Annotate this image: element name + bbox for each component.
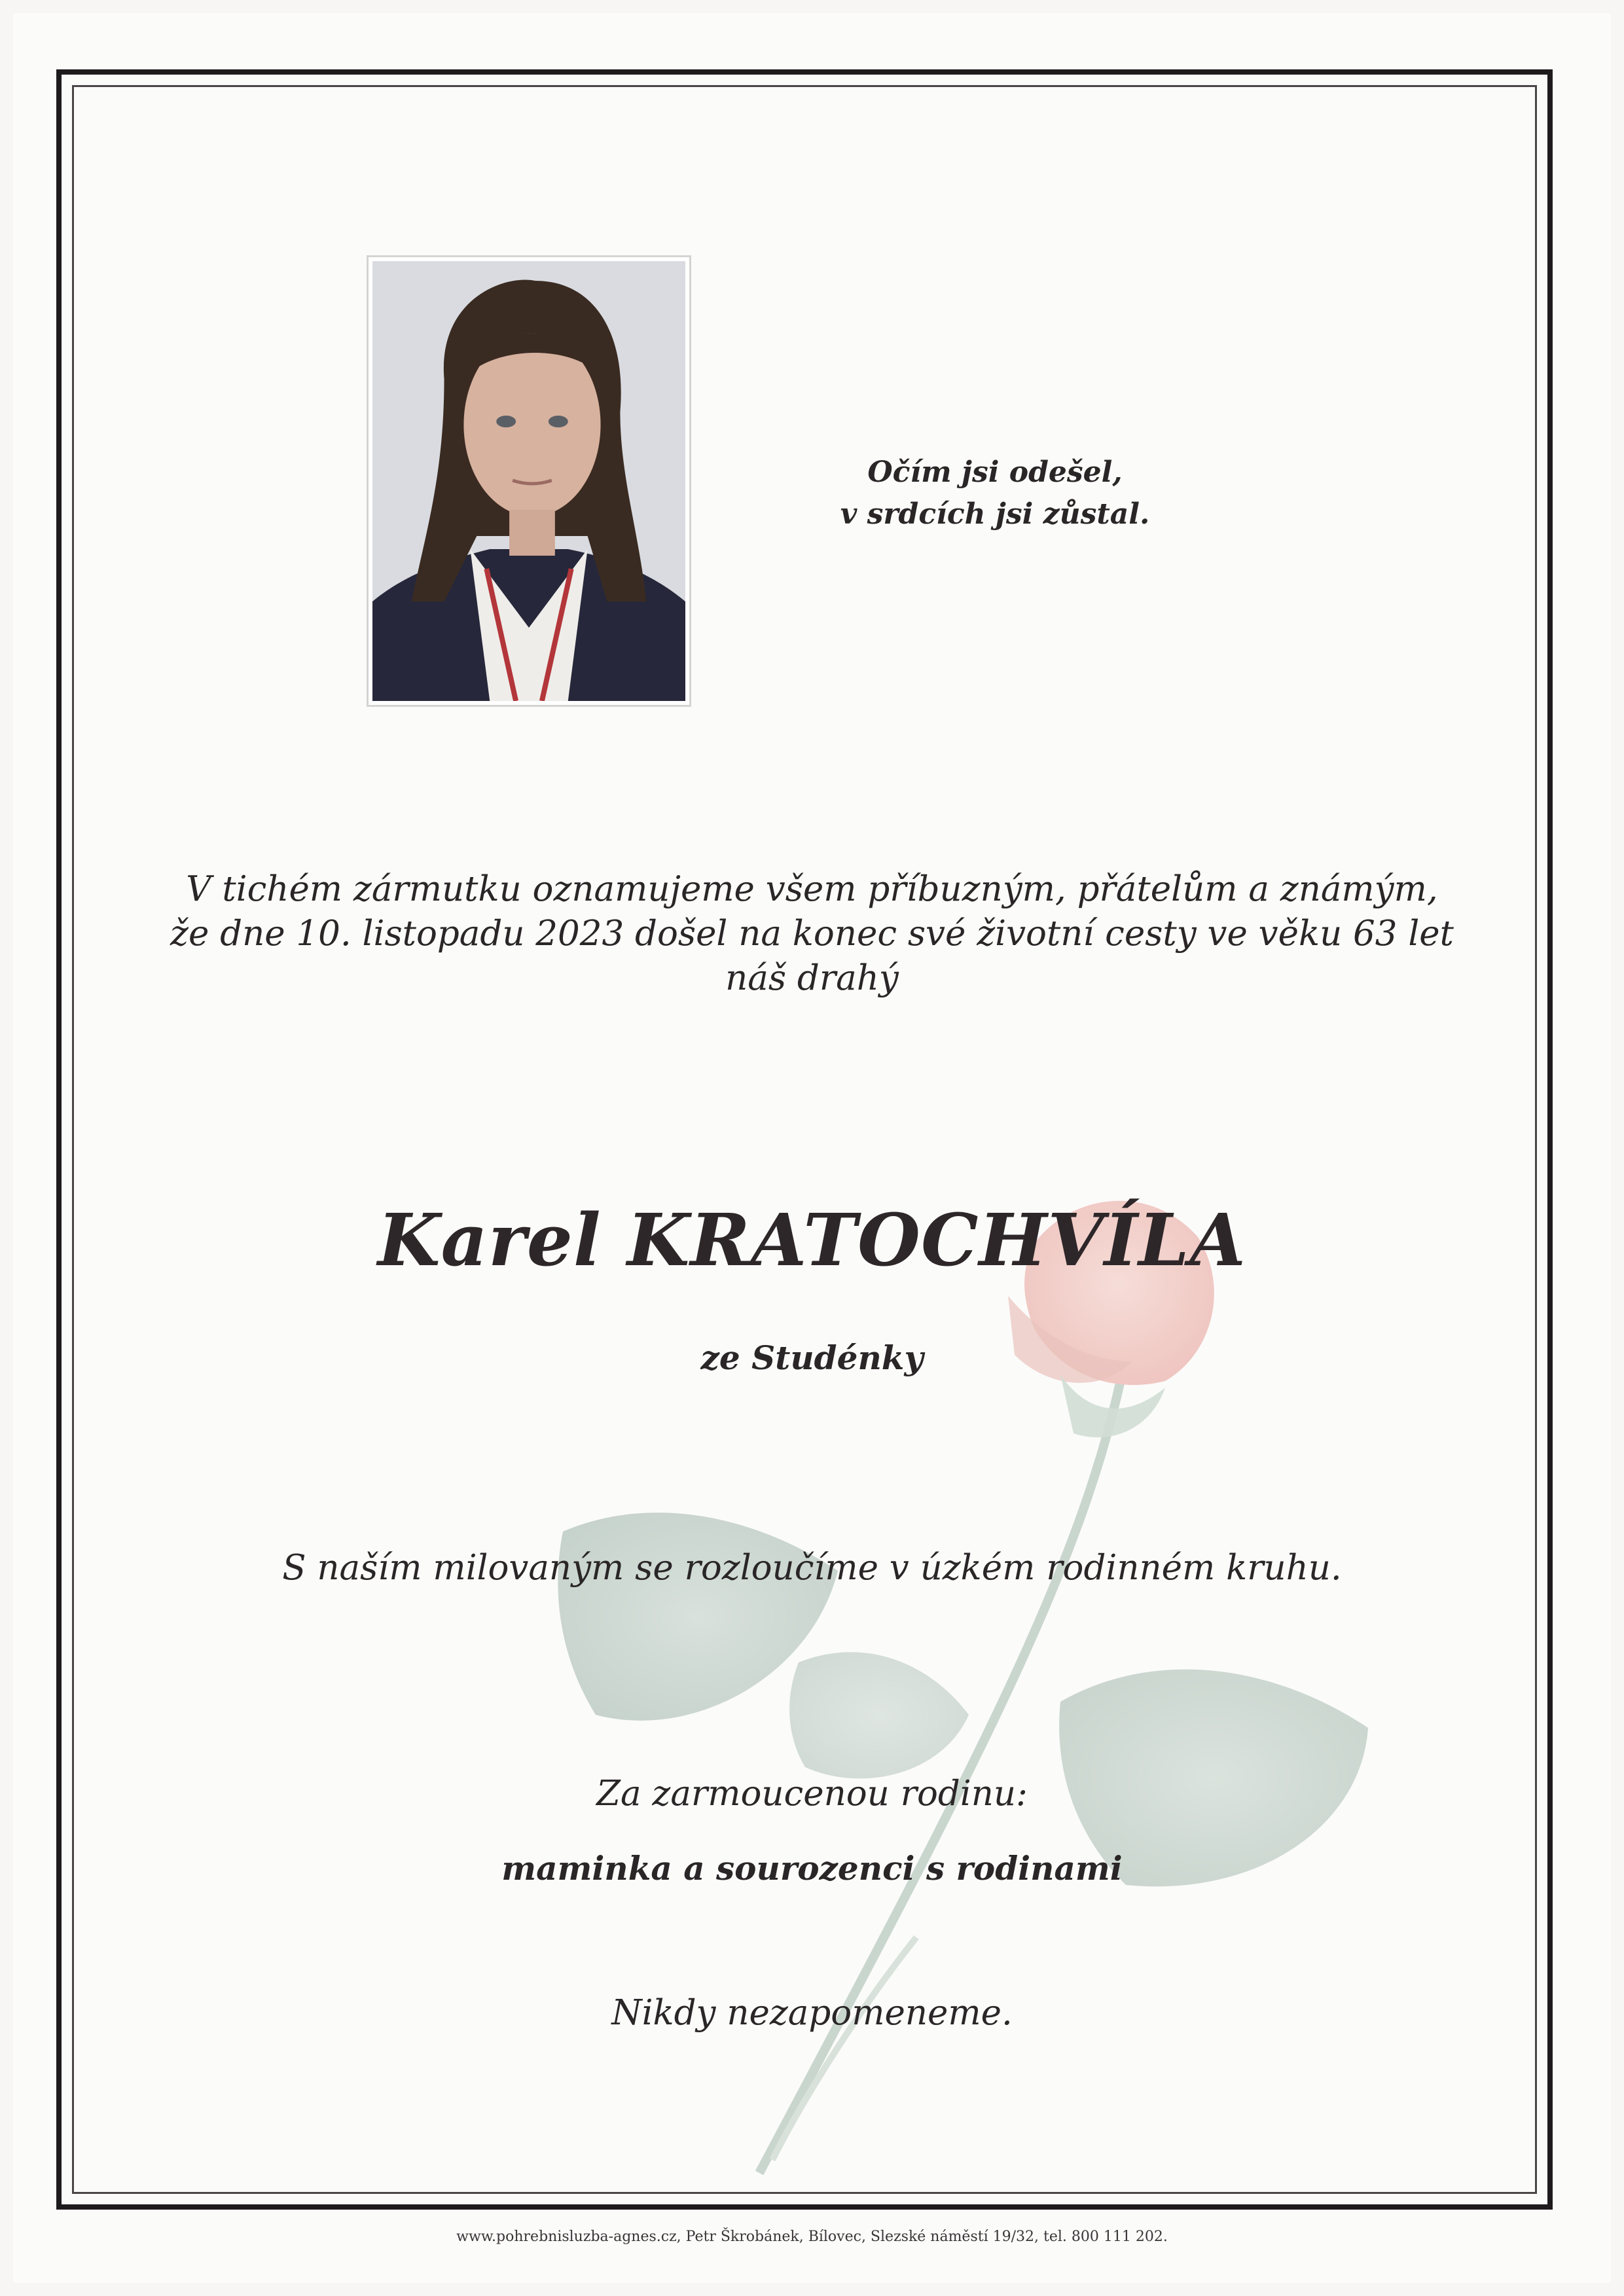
family-label: Za zarmoucenou rodinu: (596, 1774, 1028, 1814)
announcement-line-2: že dne 10. listopadu 2023 došel na konec své životní cesty ve věku 63 let (170, 914, 1454, 954)
family-members: maminka a sourozenci s rodinami (501, 1849, 1123, 1888)
announcement (0, 867, 1624, 1001)
motto-line-1: Očím jsi odešel, (867, 456, 1123, 489)
announcement-line-3: náš drahý (725, 958, 899, 998)
portrait-photo (367, 255, 691, 707)
motto-line-2: v srdcích jsi zůstal. (840, 497, 1150, 531)
deceased-name: Karel KRATOCHVÍLA (378, 1198, 1246, 1282)
farewell-text: S naším milovaným se rozloučíme v úzkém rodinném kruhu. (282, 1548, 1342, 1588)
announcement-line-1: V tichém zármutku oznamujeme všem příbuzným, přátelům a známým, (186, 869, 1438, 909)
deceased-origin: ze Studénky (700, 1338, 924, 1377)
footer-contact: www.pohrebnisluzba-agnes.cz, Petr Škrobánek, Bílovec, Slezské náměstí 19/32, tel. 800 111 202. (456, 2229, 1168, 2245)
motto (785, 452, 1204, 535)
closing-text: Nikdy nezapomeneme. (611, 1993, 1013, 2033)
